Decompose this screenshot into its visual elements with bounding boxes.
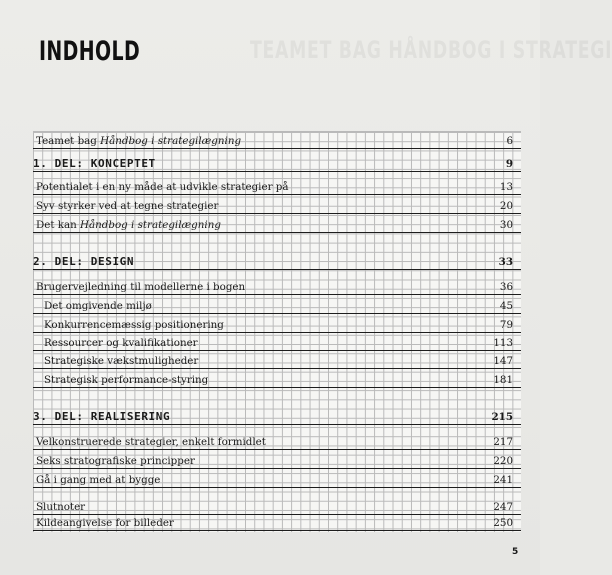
toc-rule — [33, 350, 521, 351]
toc-entry-title-part: Det kan — [36, 219, 81, 231]
toc-entry-title-part: Kildeangivelse for billeder — [36, 517, 174, 529]
toc-page-number: 250 — [493, 517, 513, 529]
toc-entry — [33, 278, 521, 295]
page-title: INDHOLD — [39, 36, 141, 67]
toc-entry — [33, 371, 521, 388]
toc-entry-title-part: Håndbog i strategilægning — [80, 219, 221, 231]
toc-entry-title-part: Potentialet i en ny måde at udvikle strategier på — [36, 181, 289, 193]
toc-page-number: 33 — [498, 256, 513, 268]
toc-entry — [33, 498, 521, 515]
toc-page-number: 79 — [499, 319, 513, 331]
toc-entry-title — [36, 455, 195, 467]
toc-page-number: 113 — [493, 337, 513, 349]
toc-section-heading — [33, 155, 521, 172]
toc-page-number: 36 — [499, 281, 513, 293]
toc-entry-title — [36, 501, 85, 513]
toc-rule — [33, 530, 521, 531]
toc-entry — [33, 216, 521, 233]
toc-page-number: 147 — [493, 355, 513, 367]
toc-entry — [33, 452, 521, 469]
toc-entry-title — [36, 219, 221, 231]
toc-entry — [33, 197, 521, 214]
toc-entry — [33, 316, 521, 333]
toc-section-heading — [33, 408, 521, 425]
toc-entry-title — [44, 300, 152, 312]
toc-entry-title — [36, 281, 245, 293]
toc-entry-title — [36, 474, 160, 486]
toc-rule — [33, 387, 521, 388]
toc-rule — [33, 313, 521, 314]
toc-page-number: 241 — [493, 474, 513, 486]
toc-entry-title — [44, 319, 224, 331]
toc-entry — [33, 433, 521, 450]
toc-entry-title-part: Velkonstruerede strategier, enkelt formidlet — [36, 436, 266, 448]
toc-entry-title-part: 3. DEL: REALISERING — [33, 410, 171, 423]
toc-page-number: 13 — [499, 181, 513, 193]
toc-rule — [33, 424, 521, 425]
toc-page-number: 6 — [506, 135, 513, 147]
toc-entry-title-part: Strategiske vækstmuligheder — [44, 355, 199, 367]
toc-entry-title — [33, 411, 170, 423]
toc-page-number: 215 — [491, 411, 513, 423]
toc-entry — [33, 297, 521, 314]
toc-entry-title-part: Håndbog i strategilægning — [100, 135, 242, 147]
toc-section-heading — [33, 253, 521, 270]
table-of-contents — [33, 131, 521, 532]
toc-page-number: 220 — [493, 455, 513, 467]
toc-entry — [33, 471, 521, 488]
toc-rule — [33, 468, 521, 469]
toc-page-number: 9 — [505, 158, 513, 170]
toc-entry-title — [44, 355, 198, 367]
toc-entry — [33, 178, 521, 195]
toc-entry-title-part: Konkurrencemæssig positionering — [44, 319, 224, 331]
toc-entry-title — [36, 200, 218, 212]
toc-entry — [33, 132, 521, 149]
toc-rule — [33, 449, 521, 450]
toc-page-number: 217 — [493, 436, 513, 448]
toc-rule — [33, 487, 521, 488]
toc-rule — [33, 368, 521, 369]
toc-rule — [33, 294, 521, 295]
toc-entry-title — [33, 158, 156, 170]
toc-entry — [33, 352, 521, 369]
toc-rule — [33, 148, 521, 149]
toc-entry — [33, 514, 521, 531]
toc-rule — [33, 232, 521, 233]
toc-entry-title — [33, 256, 134, 268]
toc-rule — [33, 194, 521, 195]
toc-page-number: 247 — [493, 501, 513, 513]
toc-entry-title-part: Gå i gang med at bygge — [36, 474, 161, 486]
toc-entry-title — [36, 135, 241, 147]
toc-rule — [33, 213, 521, 214]
toc-rule — [33, 171, 521, 172]
page-number: 5 — [512, 547, 519, 557]
toc-entry-title — [44, 374, 208, 386]
toc-entry-title-part: 1. DEL: KONCEPTET — [33, 157, 156, 170]
toc-entry-title-part: Ressourcer og kvalifikationer — [44, 337, 198, 349]
toc-page-number: 181 — [493, 374, 513, 386]
toc-entry-title-part: Brugervejledning til modellerne i bogen — [36, 281, 246, 293]
toc-rule — [33, 332, 521, 333]
toc-entry-title — [44, 337, 198, 349]
toc-entry-title-part: Slutnoter — [36, 501, 86, 513]
toc-entry-title-part: Det omgivende miljø — [44, 300, 152, 312]
toc-entry-title — [36, 181, 289, 193]
toc-page-number: 45 — [499, 300, 513, 312]
toc-entry-title-part: Strategisk performance-styring — [44, 374, 209, 386]
toc-page-number: 30 — [499, 219, 513, 231]
toc-rule — [33, 269, 521, 270]
toc-entry-title-part: Teamet bag — [36, 135, 101, 147]
toc-entry-title-part: 2. DEL: DESIGN — [33, 255, 135, 268]
toc-entry-title — [36, 436, 266, 448]
toc-entry-title — [36, 517, 174, 529]
show-through-heading: TEAMET BAG HÅNDBOG I STRATEGI — [250, 36, 612, 64]
toc-entry-title-part: Seks stratografiske principper — [36, 455, 195, 467]
toc-entry — [33, 334, 521, 351]
toc-page-number: 20 — [499, 200, 513, 212]
toc-entry-title-part: Syv styrker ved at tegne strategier — [36, 200, 219, 212]
